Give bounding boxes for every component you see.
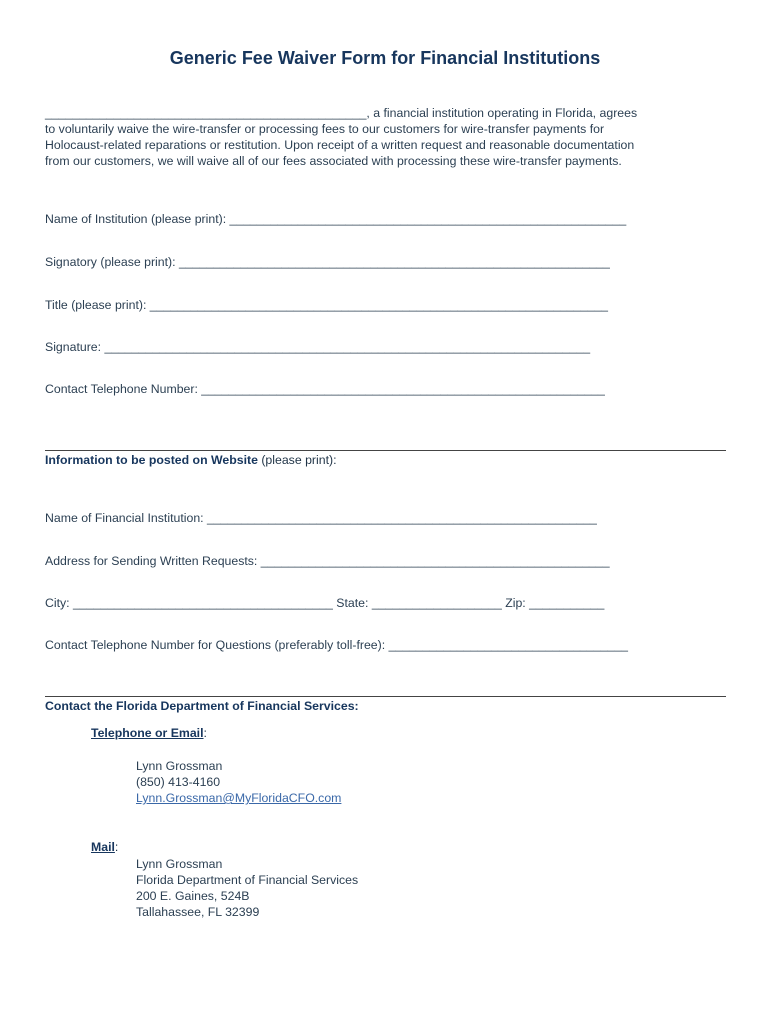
address-field[interactable]: Address for Sending Written Requests: ___________________________________________________ [45,554,610,568]
questions-phone-field[interactable]: Contact Telephone Number for Questions (preferably toll-free): ___________________________________ [45,638,628,652]
signatory-field[interactable]: Signatory (please print): _______________________________________________________________ [45,255,610,269]
contact-heading-text: Contact the Florida Department of Financial Services: [45,699,359,713]
signature-field[interactable]: Signature: _______________________________________________________________________ [45,340,591,354]
intro-line: Holocaust-related reparations or restitution. Upon receipt of a written request and reasonable documentation [45,138,635,152]
phone-email-heading [91,726,207,740]
website-heading-bold: Information to be posted on Website [45,453,258,467]
contact-email-link[interactable]: Lynn.Grossman@MyFloridaCFO.com [136,791,342,805]
mail-line: 200 E. Gaines, 524B [136,889,250,903]
phone-email-block [136,758,341,806]
mail-line: Lynn Grossman [136,857,223,871]
contact-name: Lynn Grossman [136,759,223,773]
intro-line: _______________________________________________, a financial institution operating in Florida, agrees [45,106,638,120]
website-section-heading [45,453,337,467]
document-title: Generic Fee Waiver Form for Financial Institutions [169,48,601,68]
section-divider [45,450,726,451]
city-state-zip-field[interactable]: City: ______________________________________ State: ___________________ Zip: ___________ [45,596,605,610]
section-divider [45,696,726,697]
intro-paragraph [45,105,735,169]
mail-label: Mail [91,840,115,854]
intro-line: to voluntarily waive the wire-transfer or processing fees to our customers for wire-transfer payments for [45,122,605,136]
mail-address-block [136,856,358,920]
website-heading-note: (please print): [257,453,337,467]
mail-colon: : [114,840,119,854]
mail-line: Tallahassee, FL 32399 [136,905,260,919]
contact-phone-field[interactable]: Contact Telephone Number: ___________________________________________________________ [45,382,605,396]
mail-line: Florida Department of Financial Services [136,873,359,887]
financial-institution-field[interactable]: Name of Financial Institution: _________________________________________________________ [45,511,597,525]
title-field[interactable]: Title (please print): ___________________________________________________________________ [45,298,608,312]
mail-heading [91,840,118,854]
contact-phone: (850) 413-4160 [136,775,221,789]
intro-line: from our customers, we will waive all of our fees associated with processing these wire-transfer payments. [45,154,622,168]
institution-name-field[interactable]: Name of Institution (please print): __________________________________________________________ [45,212,627,226]
contact-section-heading [45,699,359,713]
phone-email-label: Telephone or Email [91,726,204,740]
phone-email-colon: : [203,726,207,740]
